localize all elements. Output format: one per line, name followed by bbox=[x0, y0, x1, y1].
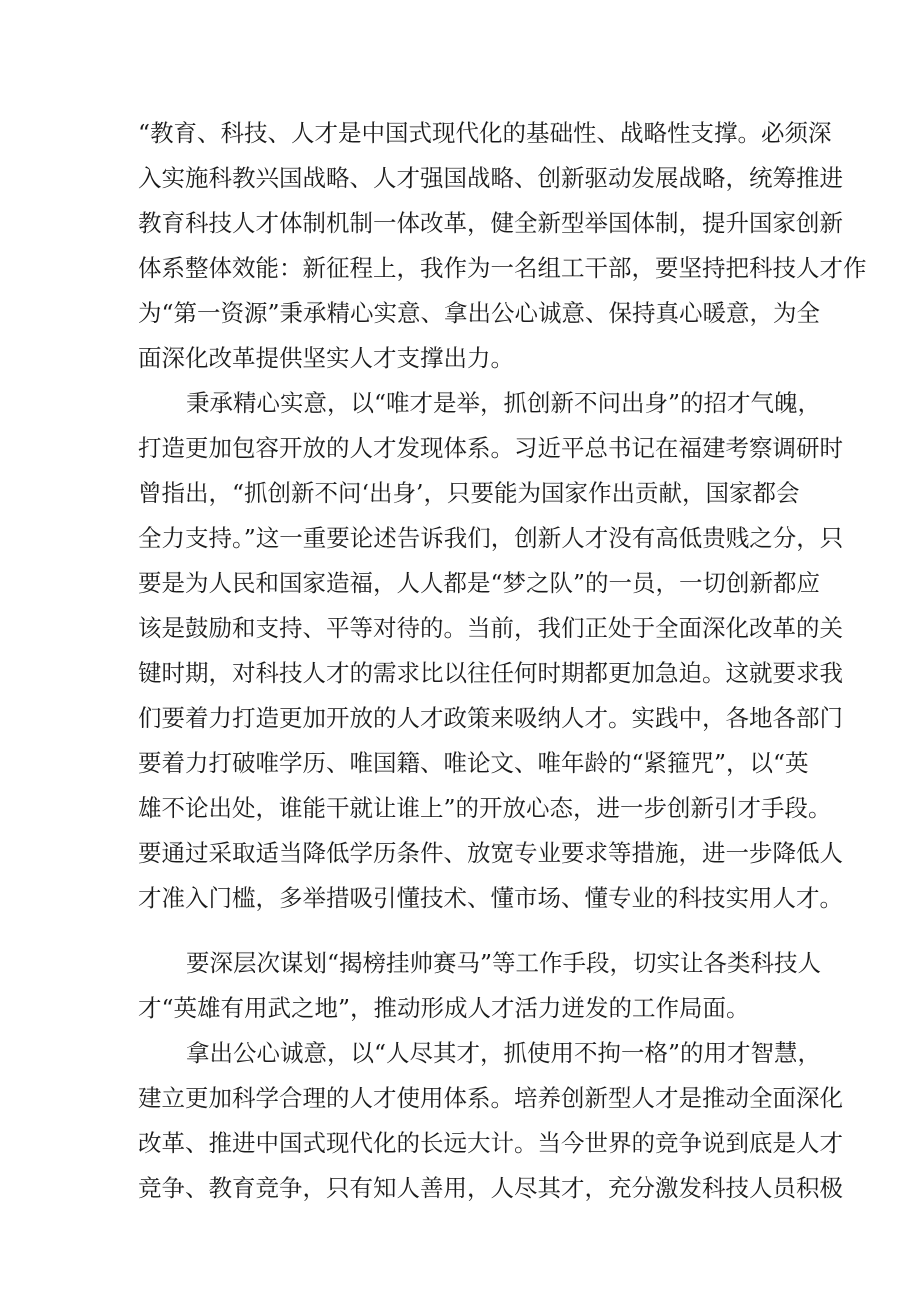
text-line: 要通过采取适当降低学历条件、放宽专业要求等措施，进一步降低人 bbox=[138, 839, 843, 867]
text-line: 要深层次谋划“揭榜挂帅赛马”等工作手段，切实让各类科技人 bbox=[186, 949, 822, 977]
text-line: 秉承精心实意，以“唯才是举，抓创新不问出身”的招才气魄， bbox=[186, 389, 822, 417]
text-line: 要着力打破唯学历、唯国籍、唯论文、唯年龄的“紧箍咒”，以“英 bbox=[138, 749, 809, 777]
text-line: 打造更加包容开放的人才发现体系。习近平总书记在福建考察调研时 bbox=[138, 434, 843, 462]
text-line: 们要着力打造更加开放的人才政策来吸纳人才。实践中，各地各部门 bbox=[138, 704, 843, 732]
text-line: 建立更加科学合理的人才使用体系。培养创新型人才是推动全面深化 bbox=[138, 1084, 843, 1112]
text-line: 该是鼓励和支持、平等对待的。当前，我们正处于全面深化改革的关 bbox=[138, 614, 843, 642]
text-line: 面深化改革提供坚实人才支撑出力。 bbox=[138, 344, 514, 372]
text-line: 为“第一资源”秉承精心实意、拿出公心诚意、保持真心暖意，为全 bbox=[138, 299, 821, 327]
text-line: 教育科技人才体制机制一体改革，健全新型举国体制，提升国家创新 bbox=[138, 209, 843, 237]
text-line: 要是为人民和国家造福，人人都是“梦之队”的一员，一切创新都应 bbox=[138, 569, 821, 597]
text-line: 曾指出，“抓创新不问‘出身’，只要能为国家作出贡献，国家都会 bbox=[138, 479, 800, 507]
text-line: 体系整体效能：新征程上，我作为一名组工干部，要坚持把科技人才作 bbox=[138, 254, 867, 282]
text-line: 改革、推进中国式现代化的长远大计。当今世界的竞争说到底是人才 bbox=[138, 1129, 843, 1157]
text-line: 竞争、教育竞争，只有知人善用，人尽其才，充分激发科技人员积极 bbox=[138, 1174, 843, 1202]
text-line: 拿出公心诚意，以“人尽其才，抓使用不拘一格”的用才智慧， bbox=[186, 1039, 822, 1067]
text-line: 键时期，对科技人才的需求比以往任何时期都更加急迫。这就要求我 bbox=[138, 659, 843, 687]
text-line: 雄不论出处，谁能干就让谁上”的开放心态，进一步创新引才手段。 bbox=[138, 794, 832, 822]
text-line: 全力支持。”这一重要论述告诉我们，创新人才没有高低贵贱之分，只 bbox=[138, 524, 844, 552]
text-line: 才“英雄有用武之地”，推动形成人才活力迸发的工作局面。 bbox=[138, 994, 750, 1022]
text-line: 入实施科教兴国战略、人才强国战略、创新驱动发展战略，统筹推进 bbox=[138, 164, 843, 192]
text-line: “教育、科技、人才是中国式现代化的基础性、战略性支撑。必须深 bbox=[138, 119, 832, 147]
text-line: 才准入门槛，多举措吸引懂技术、懂市场、懂专业的科技实用人才。 bbox=[138, 884, 843, 912]
